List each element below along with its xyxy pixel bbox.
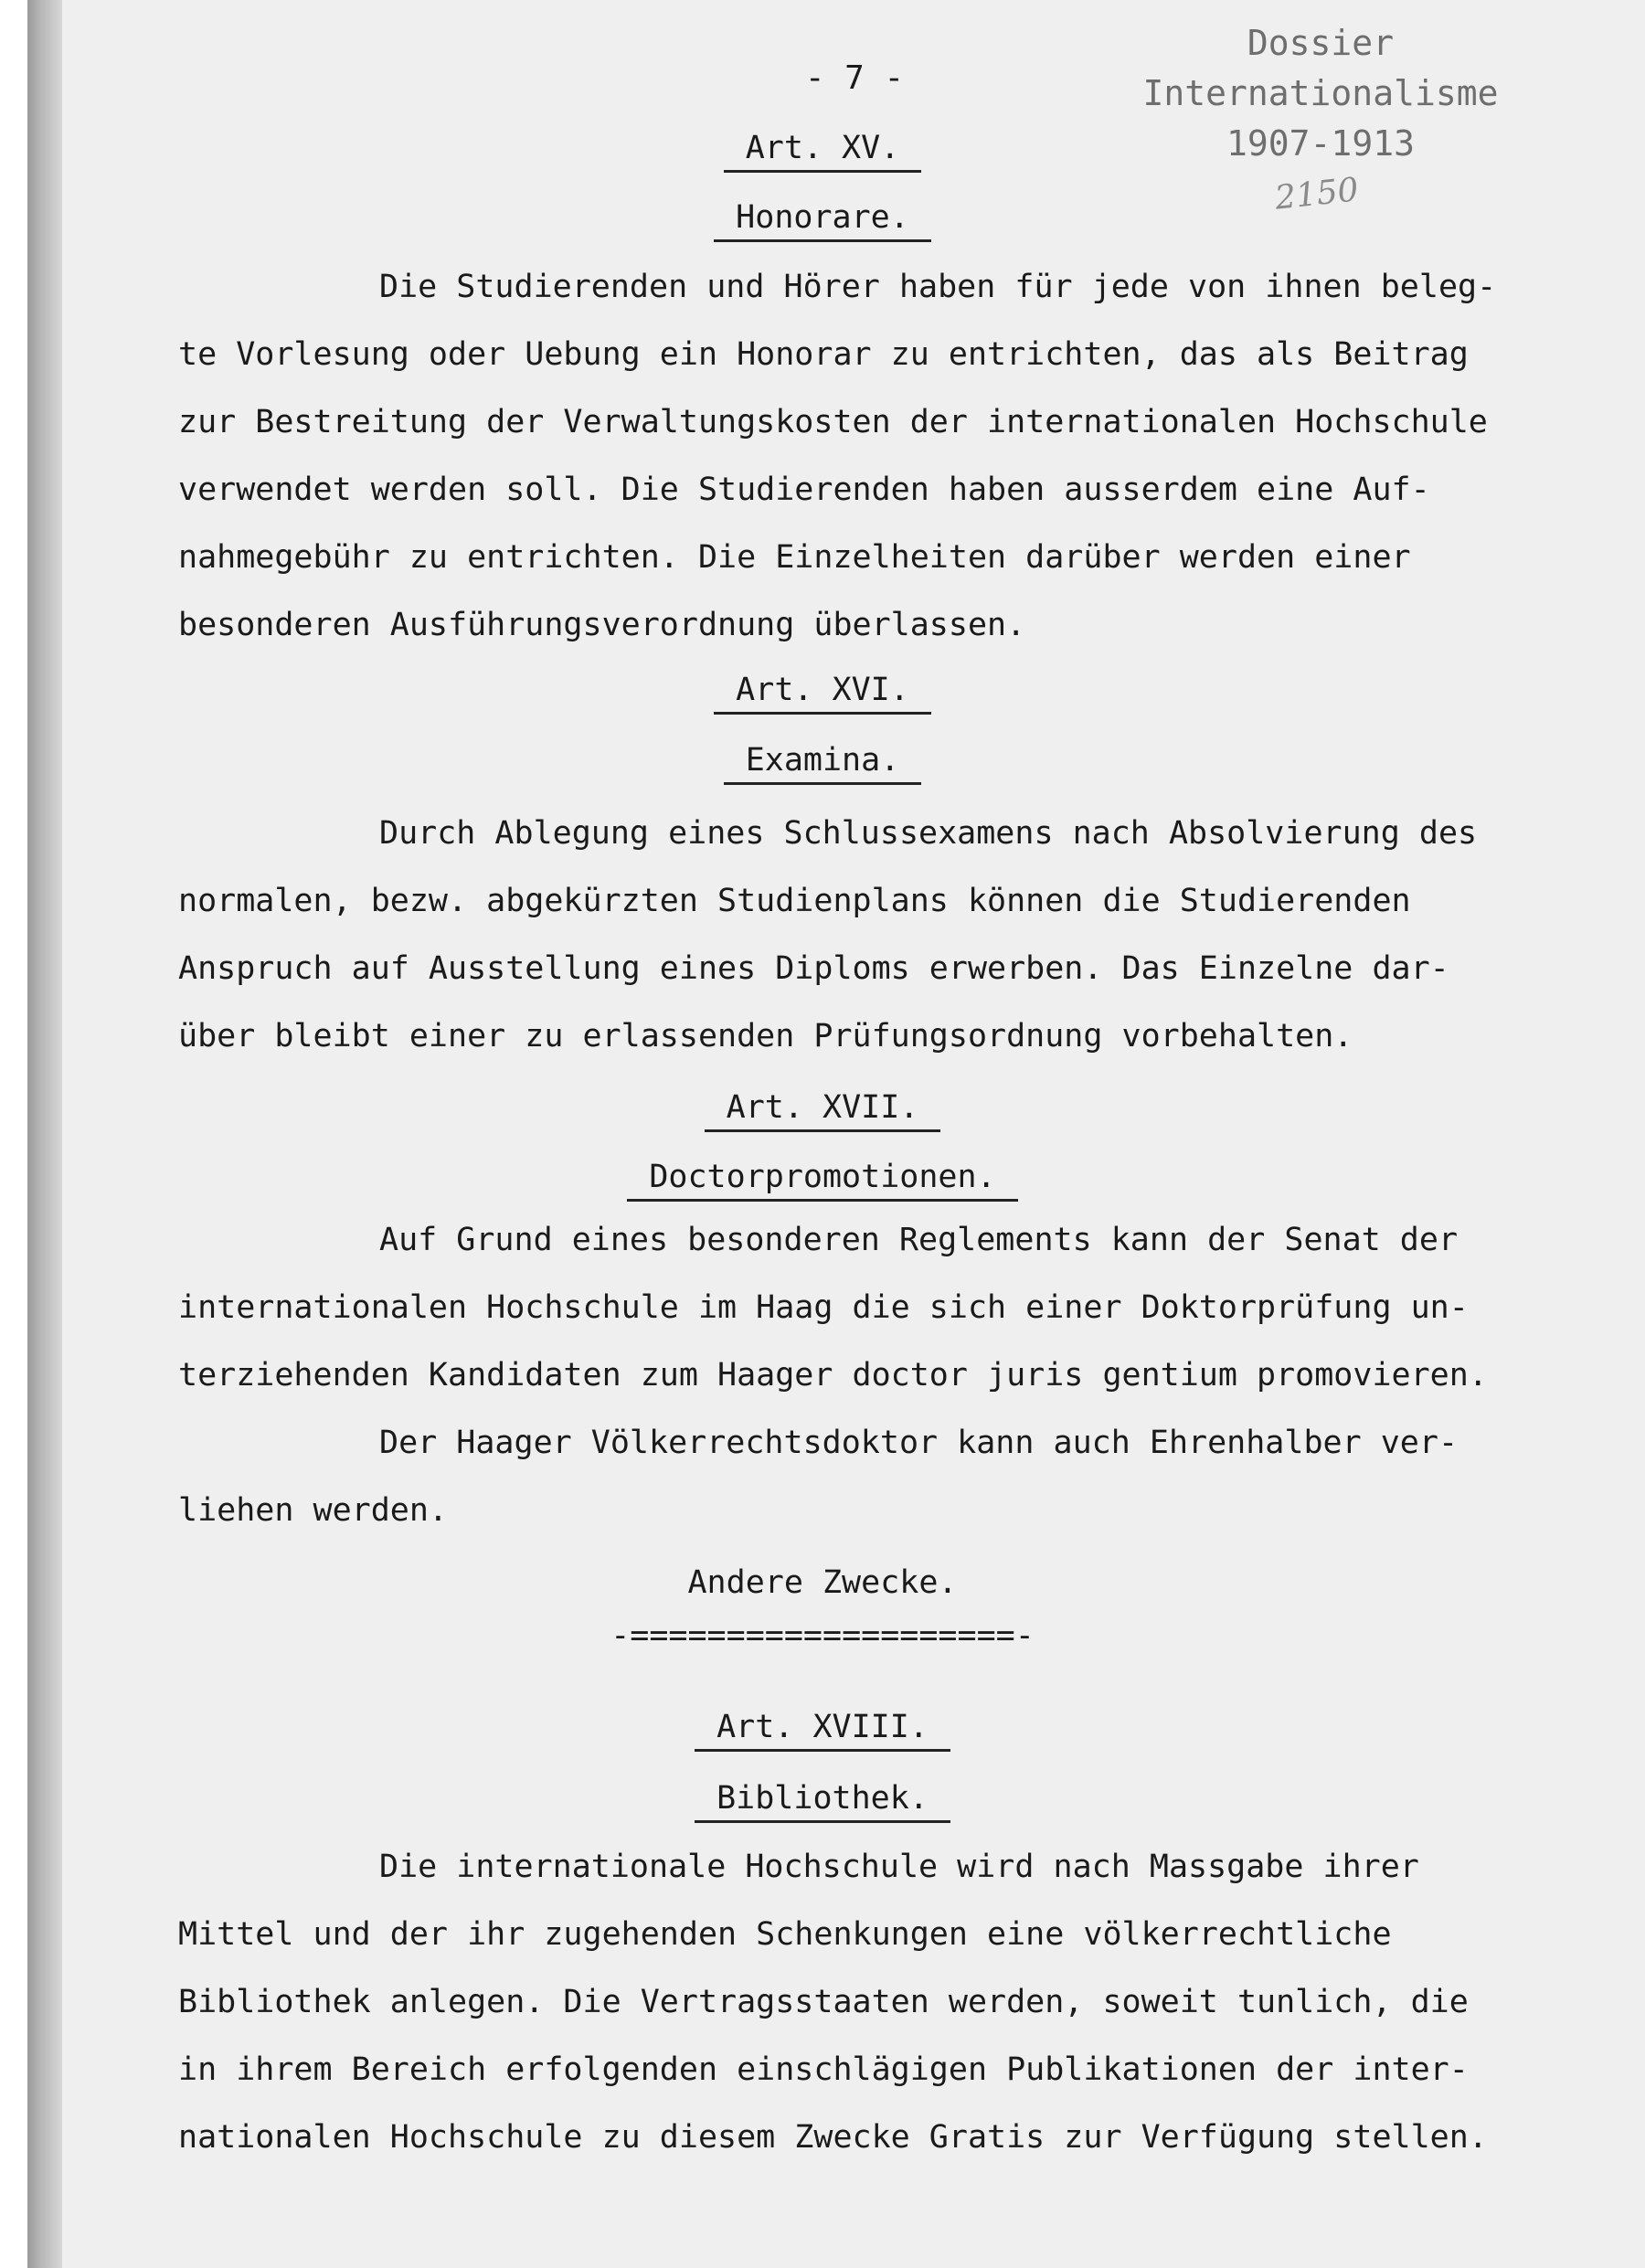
text-line: normalen, bezw. abgekürzten Studienplans können die Studierenden (178, 883, 1411, 919)
text-line: Auf Grund eines besonderen Reglements kann der Senat der (379, 1222, 1459, 1258)
text-line: Anspruch auf Ausstellung eines Diploms erwerben. Das Einzelne dar- (178, 950, 1449, 987)
text-line: besonderen Ausführungsverordnung überlassen. (178, 607, 1026, 643)
stamp-line-1: Dossier (1247, 23, 1395, 63)
art-18-paragraph (178, 1833, 1604, 2171)
handwritten-note: 2150 (1273, 171, 1361, 217)
art-15-heading: Art. XV. (0, 130, 1645, 173)
scan-binding-shadow (27, 0, 62, 2268)
text-line: nationalen Hochschule zu diesem Zwecke Gratis zur Verfügung stellen. (178, 2119, 1488, 2156)
art-16-heading: Art. XVI. (0, 672, 1645, 715)
stamp-line-2: Internationalisme (1142, 73, 1499, 113)
art-16-title: Examina. (0, 742, 1645, 785)
text-line: nahmegebühr zu entrichten. Die Einzelheiten darüber werden einer (178, 539, 1411, 576)
text-line: zur Bestreitung der Verwaltungskosten der internationalen Hochschule (178, 404, 1488, 440)
art-15-title: Honorare. (0, 199, 1645, 242)
text-line: terziehenden Kandidaten zum Haager doctor juris gentium promovieren. (178, 1357, 1488, 1394)
art-16-paragraph (178, 800, 1604, 1070)
text-line: te Vorlesung oder Uebung ein Honorar zu entrichten, das als Beitrag (178, 336, 1469, 373)
art-15-paragraph (178, 253, 1604, 659)
text-line: Der Haager Völkerrechtsdoktor kann auch Ehrenhalber ver- (379, 1425, 1459, 1461)
scan-left-margin (0, 0, 27, 2268)
page-number: - 7 - (804, 59, 905, 97)
text-line: Die Studierenden und Hörer haben für jede von ihnen beleg- (379, 269, 1497, 305)
text-line: liehen werden. (178, 1492, 449, 1529)
stamp-line-3: 1907-1913 (1226, 123, 1415, 164)
text-line: in ihrem Bereich erfolgenden einschlägigen Publikationen der inter- (178, 2051, 1469, 2088)
art-18-title: Bibliothek. (0, 1780, 1645, 1823)
art-17-paragraph (178, 1206, 1604, 1544)
text-line: internationalen Hochschule im Haag die sich einer Doktorprüfung un- (178, 1289, 1469, 1326)
text-line: Die internationale Hochschule wird nach Massgabe ihrer (379, 1849, 1419, 1885)
art-18-heading: Art. XVIII. (0, 1709, 1645, 1752)
art-17-title: Doctorpromotionen. (0, 1159, 1645, 1202)
text-line: verwendet werden soll. Die Studierenden haben ausserdem eine Auf- (178, 472, 1430, 508)
text-line: Durch Ablegung eines Schlussexamens nach Absolvierung des (379, 815, 1478, 852)
section-title: Andere Zwecke. (687, 1564, 958, 1601)
section-rule: -====================- (610, 1617, 1035, 1654)
text-line: Mittel und der ihr zugehenden Schenkungen eine völkerrechtliche (178, 1916, 1392, 1953)
art-17-heading: Art. XVII. (0, 1089, 1645, 1132)
text-line: Bibliothek anlegen. Die Vertragsstaaten werden, soweit tunlich, die (178, 1984, 1469, 2020)
text-line: über bleibt einer zu erlassenden Prüfungsordnung vorbehalten. (178, 1018, 1353, 1055)
